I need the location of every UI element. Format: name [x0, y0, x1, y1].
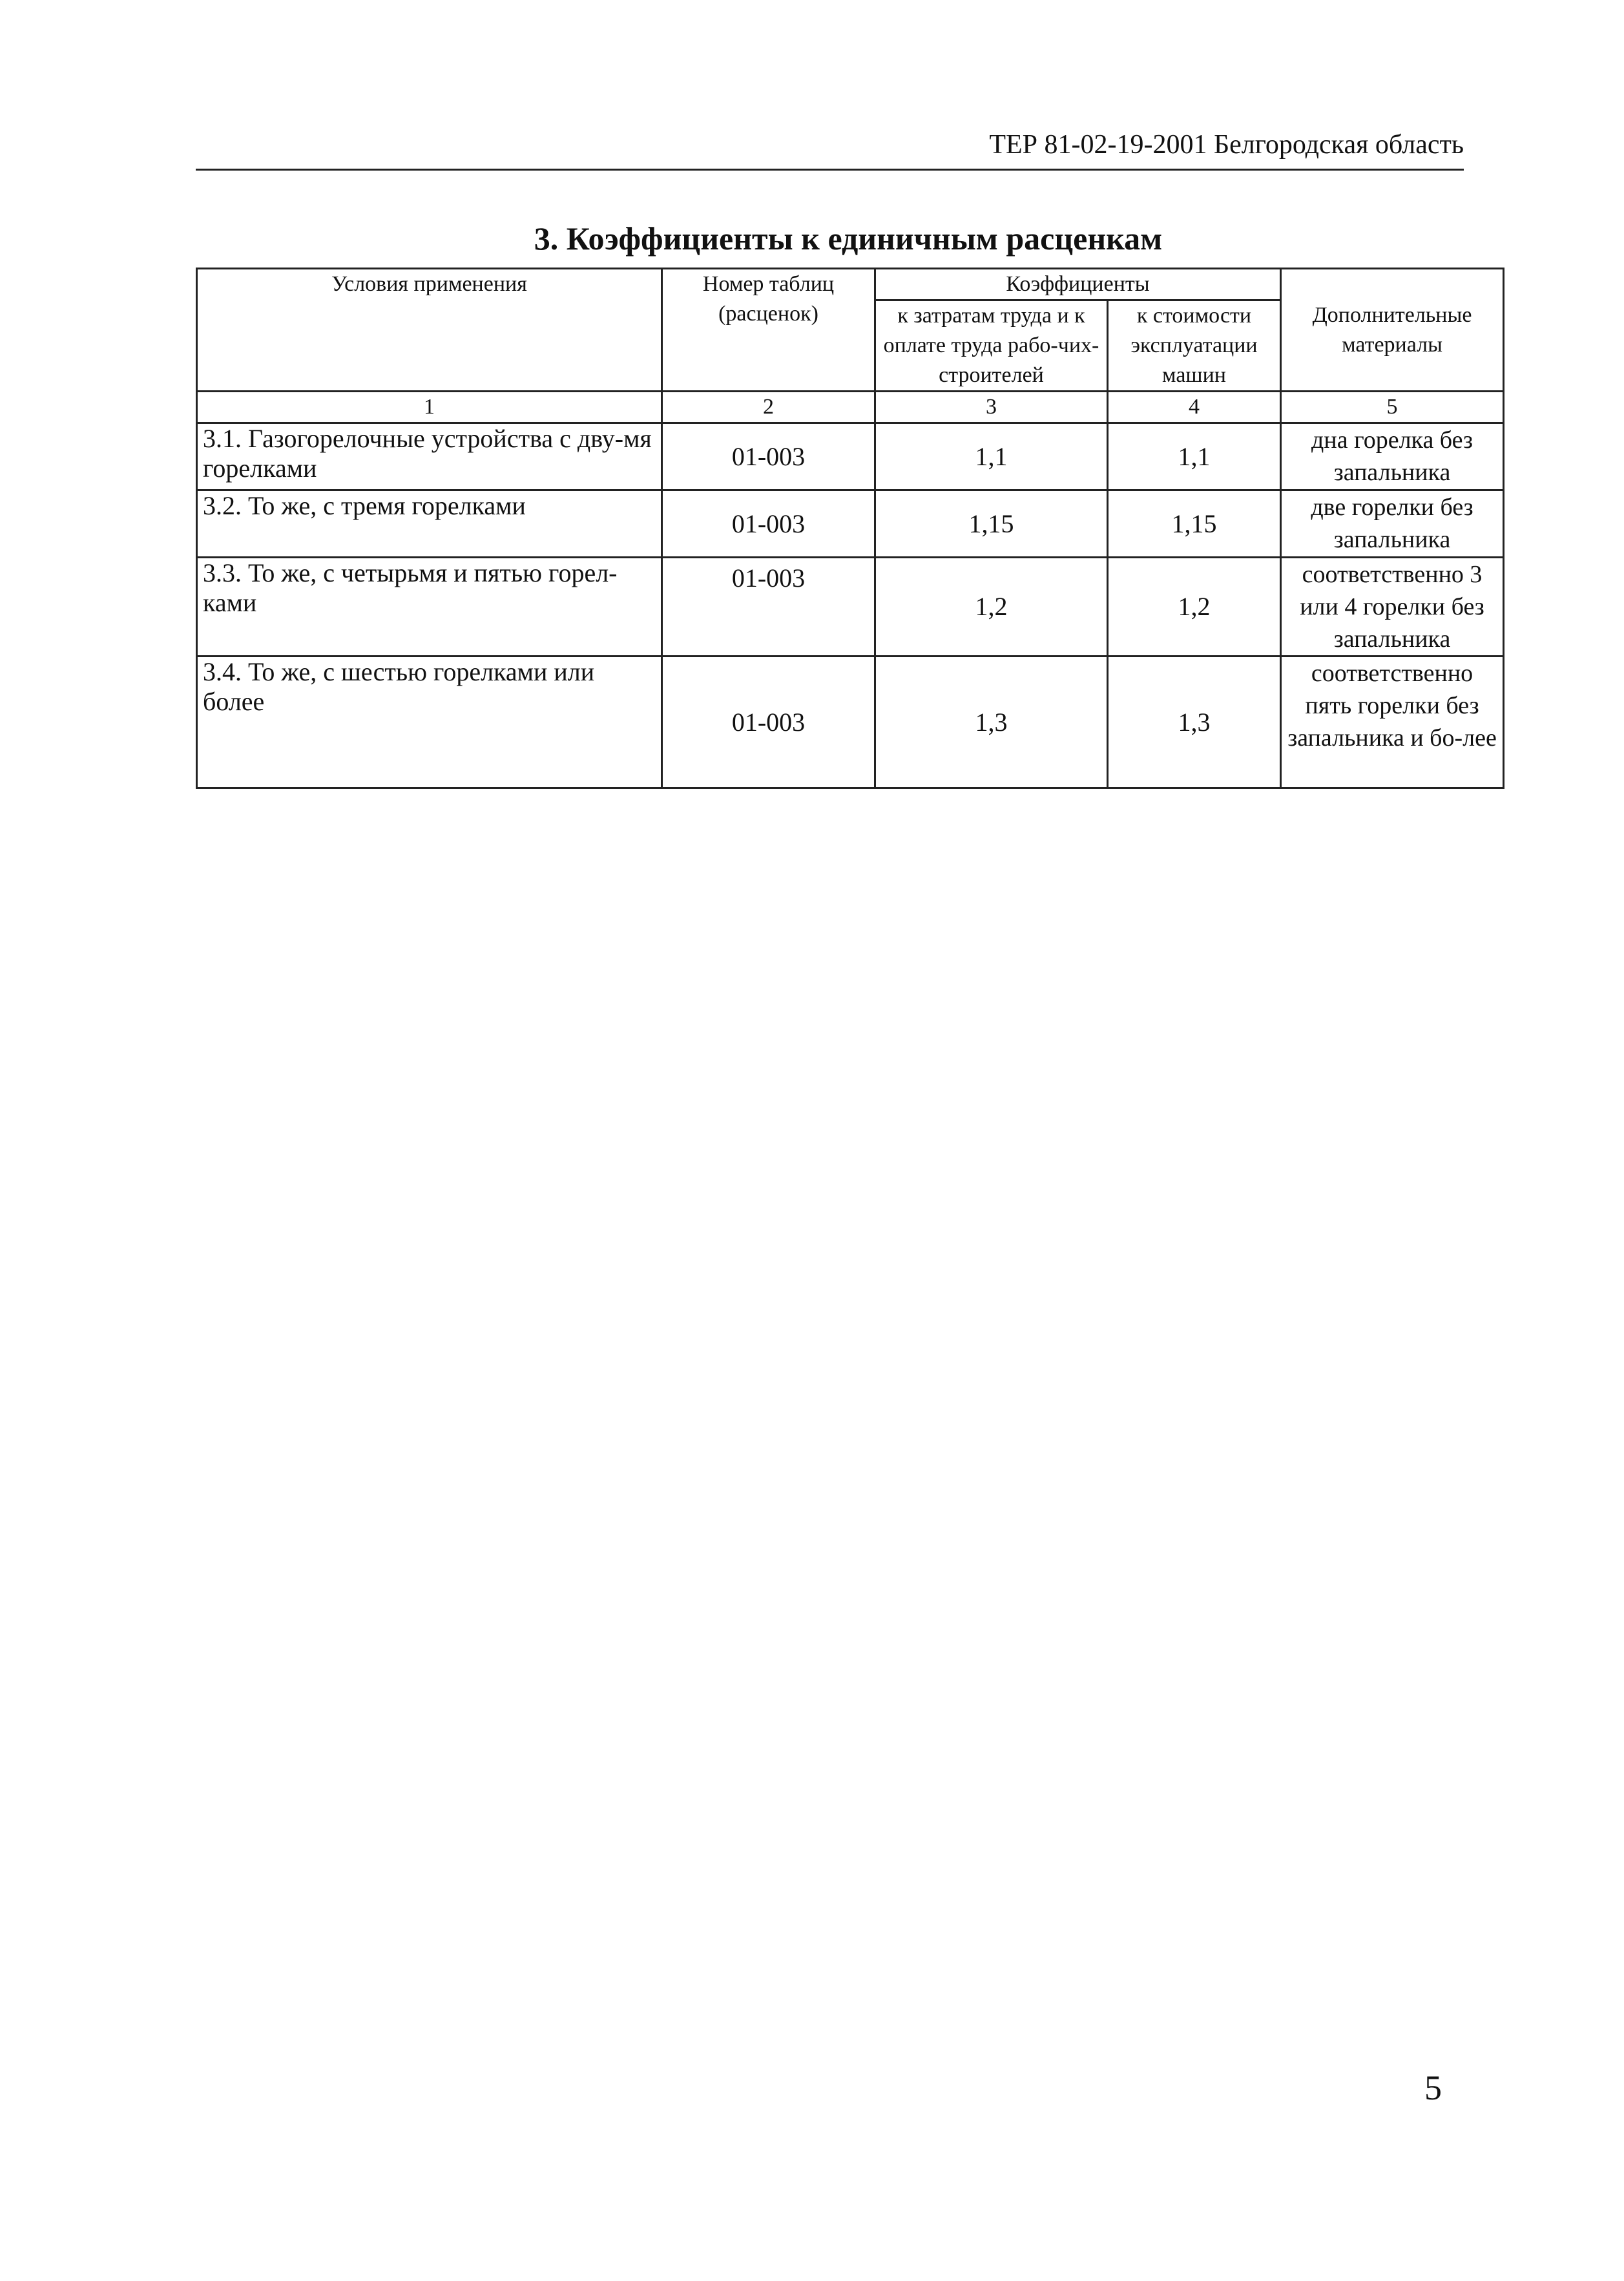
header-machines: к стоимости эксплуатации машин [1108, 300, 1281, 392]
column-number: 4 [1108, 392, 1281, 423]
labor-coefficient-cell: 1,2 [875, 558, 1108, 657]
machines-coefficient-cell: 1,2 [1108, 558, 1281, 657]
table-number-cell: 01-003 [662, 490, 875, 558]
condition-cell: 3.1. Газогорелочные устройства с дву-мя горелками [197, 423, 662, 490]
coefficients-table [196, 268, 1504, 789]
running-header: ТЕР 81-02-19-2001 Белгородская область [989, 130, 1464, 160]
header-table-number: Номер таблиц (расценок) [662, 269, 875, 392]
header-row-top [197, 269, 1504, 300]
materials-cell: соответственно пять горелки без запальника и бо-лее [1281, 657, 1504, 788]
section-title: 3. Коэффициенты к единичным расценкам [534, 220, 1163, 257]
table-number-cell: 01-003 [662, 423, 875, 490]
column-number: 5 [1281, 392, 1504, 423]
materials-cell: дна горелка без запальника [1281, 423, 1504, 490]
column-number: 3 [875, 392, 1108, 423]
column-number: 1 [197, 392, 662, 423]
materials-cell: две горелки без запальника [1281, 490, 1504, 558]
header-conditions: Условия применения [197, 269, 662, 392]
table-number-cell: 01-003 [662, 558, 875, 657]
column-number: 2 [662, 392, 875, 423]
header-coefficients: Коэффициенты [875, 269, 1281, 300]
condition-cell: 3.3. То же, с четырьмя и пятью горел-ками [197, 558, 662, 657]
materials-cell: соответственно 3 или 4 горелки без запальника [1281, 558, 1504, 657]
labor-coefficient-cell: 1,3 [875, 657, 1108, 788]
table-row [197, 657, 1504, 788]
machines-coefficient-cell: 1,15 [1108, 490, 1281, 558]
table-row [197, 558, 1504, 657]
condition-cell: 3.4. То же, с шестью горелками или более [197, 657, 662, 788]
condition-cell: 3.2. То же, с тремя горелками [197, 490, 662, 558]
table-row [197, 423, 1504, 490]
labor-coefficient-cell: 1,1 [875, 423, 1108, 490]
header-rule [196, 169, 1464, 171]
table-row [197, 490, 1504, 558]
header-labor: к затратам труда и к оплате труда рабо-чих-строителей [875, 300, 1108, 392]
page-number: 5 [1424, 2068, 1442, 2107]
header-materials: Дополнительные материалы [1281, 269, 1504, 392]
column-number-row [197, 392, 1504, 423]
table-number-cell: 01-003 [662, 657, 875, 788]
machines-coefficient-cell: 1,3 [1108, 657, 1281, 788]
machines-coefficient-cell: 1,1 [1108, 423, 1281, 490]
labor-coefficient-cell: 1,15 [875, 490, 1108, 558]
